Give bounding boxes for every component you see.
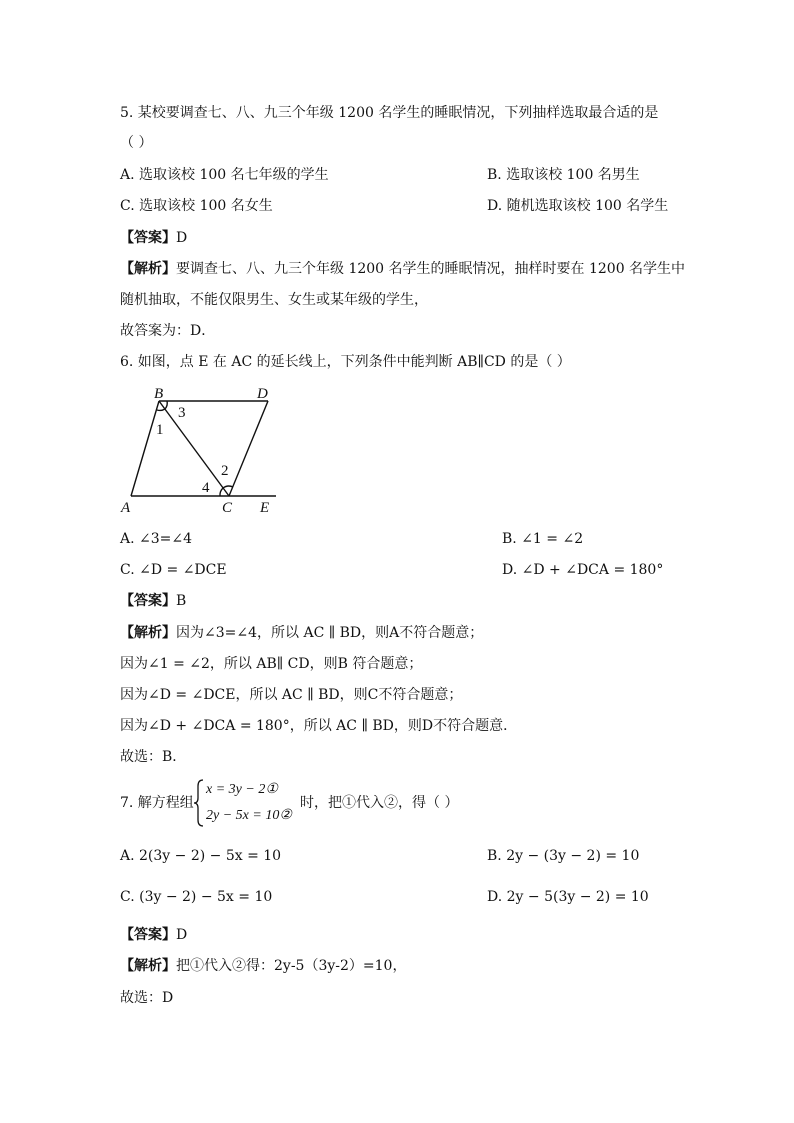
q6-option-a: A. ∠3=∠4	[120, 531, 193, 547]
analysis-label: 【解析】	[120, 625, 176, 641]
q7-option-d: D. 2y − 5(3y − 2) = 10	[487, 889, 649, 905]
answer-label: 【答案】	[120, 593, 176, 609]
q7-eq1: x = 3y − 2①	[206, 782, 278, 797]
q6-analysis-1	[120, 624, 483, 642]
q6-answer	[120, 592, 186, 610]
q6-analysis-3: 因为∠D = ∠DCE，所以 AC ∥ BD，则C不符合题意；	[120, 687, 463, 703]
q7-brace	[194, 779, 204, 827]
q6-analysis-2: 因为∠1 = ∠2，所以 AB∥ CD，则B 符合题意；	[120, 656, 423, 672]
angle-4-arc	[220, 488, 223, 496]
label-d: D	[257, 386, 268, 402]
label-angle-2: 2	[221, 463, 229, 479]
q5-option-b: B. 选取该校 100 名男生	[487, 167, 640, 183]
angle-3-arc	[165, 401, 167, 409]
q5-analysis-3: 故答案为：D．	[120, 323, 216, 339]
q5-option-a: A. 选取该校 100 名七年级的学生	[120, 167, 329, 183]
q6-option-b: B. ∠1 = ∠2	[502, 531, 584, 547]
q7-answer	[120, 926, 187, 944]
line-ab	[131, 401, 159, 496]
angle-2-arc	[223, 486, 233, 488]
angle-1-arc	[157, 409, 165, 410]
q7-eq2: 2y − 5x = 10②	[206, 808, 292, 823]
q7-stem-suffix: 时，把①代入②，得（ ）	[300, 795, 459, 811]
q7-option-c: C. (3y − 2) − 5x = 10	[120, 889, 273, 905]
q7-analysis-1	[120, 957, 406, 975]
answer-value: D	[176, 230, 188, 246]
answer-value: B	[176, 593, 187, 609]
q5-analysis-2: 随机抽取，不能仅限男生、女生或某年级的学生，	[120, 292, 428, 308]
answer-label: 【答案】	[120, 230, 176, 246]
q5-option-c: C. 选取该校 100 名女生	[120, 198, 273, 214]
label-angle-4: 4	[202, 480, 210, 496]
analysis-text: 把①代入②得：2y-5（3y-2）=10，	[176, 958, 407, 974]
q5-paren: （ ）	[120, 135, 153, 151]
q6-option-c: C. ∠D = ∠DCE	[120, 562, 227, 578]
answer-value: D	[176, 927, 188, 943]
line-bc	[159, 401, 229, 496]
q6-figure	[118, 378, 288, 518]
q6-option-d: D. ∠D + ∠DCA = 180°	[502, 562, 664, 578]
label-a: A	[121, 500, 131, 516]
q6-stem: 6. 如图，点 E 在 AC 的延长线上，下列条件中能判断 AB∥CD 的是（ ）	[120, 354, 571, 370]
q7-analysis-2: 故选：D	[120, 990, 174, 1006]
label-e: E	[260, 500, 270, 516]
analysis-label: 【解析】	[120, 261, 176, 277]
answer-label: 【答案】	[120, 927, 176, 943]
analysis-label: 【解析】	[120, 958, 176, 974]
q6-analysis-5: 故选：B．	[120, 749, 187, 765]
q7-option-a: A. 2(3y − 2) − 5x = 10	[120, 848, 282, 864]
q7-option-b: B. 2y − (3y − 2) = 10	[487, 848, 640, 864]
label-c: C	[222, 500, 233, 516]
analysis-text: 因为∠3=∠4，所以 AC ∥ BD，则A不符合题意；	[176, 625, 484, 641]
q5-answer	[120, 229, 187, 247]
q5-stem: 5. 某校要调查七、八、九三个年级 1200 名学生的睡眠情况，下列抽样选取最合适的是	[120, 105, 659, 121]
q6-analysis-4: 因为∠D + ∠DCA = 180°，所以 AC ∥ BD，则D不符合题意．	[120, 718, 518, 734]
q5-option-d: D. 随机选取该校 100 名学生	[487, 198, 669, 214]
line-dc	[229, 401, 268, 496]
label-angle-3: 3	[178, 405, 186, 421]
analysis-text: 要调查七、八、九三个年级 1200 名学生的睡眠情况，抽样时要在 1200 名学生中	[176, 261, 686, 277]
label-b: B	[154, 386, 164, 402]
q5-analysis-1	[120, 260, 685, 278]
label-angle-1: 1	[156, 422, 164, 438]
q7-stem-prefix: 7. 解方程组	[120, 795, 194, 811]
